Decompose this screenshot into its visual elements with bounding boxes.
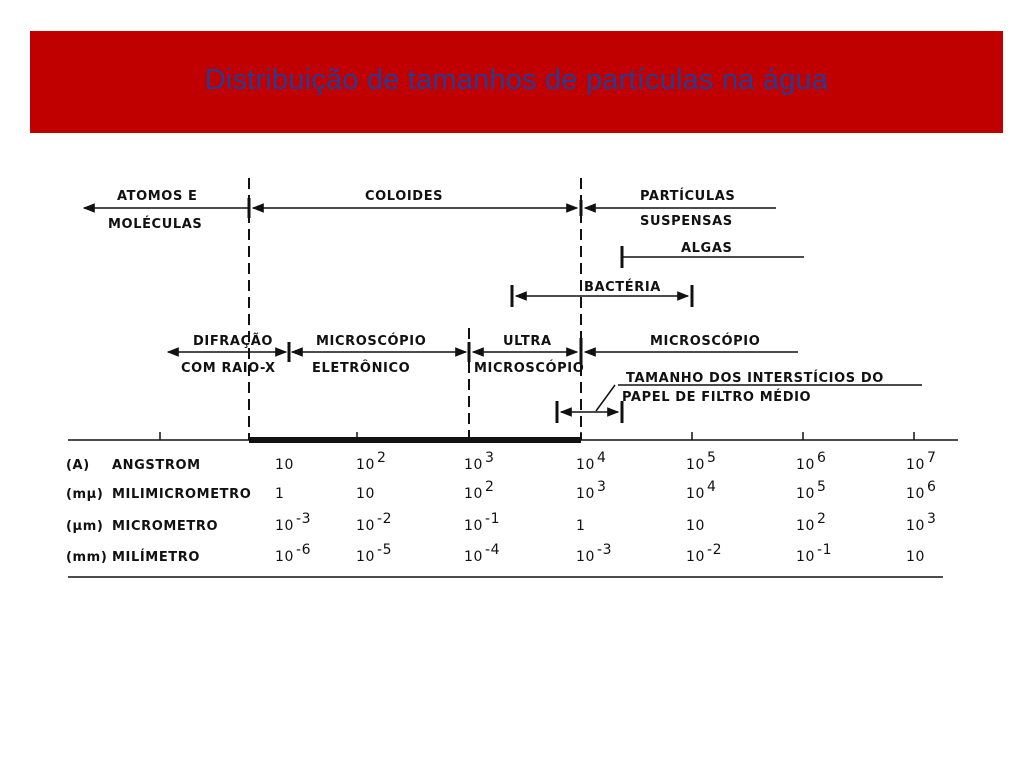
scale-value: 10 2: [356, 450, 387, 473]
electron-label-1: MICROSCÓPIO: [316, 334, 427, 349]
filter-label-1: TAMANHO DOS INTERSTÍCIOS DO: [626, 371, 884, 386]
scale-name: MICROMETRO: [112, 519, 219, 534]
scale-name: ANGSTROM: [112, 458, 201, 473]
ultra-label-1: ULTRA: [503, 334, 552, 349]
unit-scale-rows: [66, 450, 937, 565]
scale-unit: (μm): [66, 519, 104, 534]
scale-unit: (mm): [66, 550, 108, 565]
colloids-label: COLOIDES: [365, 189, 444, 204]
scale-value: 10 -3: [275, 511, 312, 534]
scale-value: 1: [275, 486, 285, 502]
scale-unit: (A): [66, 458, 90, 473]
scale-value: 10 3: [906, 511, 937, 534]
scale-value: 10 6: [796, 450, 827, 473]
scale-value: 10 5: [686, 450, 717, 473]
slide-title: Distribuição de tamanhos de partículas na água: [204, 64, 829, 96]
scale-value: 10 2: [796, 511, 827, 534]
scale-value: 10: [275, 457, 295, 473]
colloid-range-bar: [249, 437, 581, 443]
scale-value: 10 3: [464, 450, 495, 473]
bacteria-label: BACTÉRIA: [584, 280, 661, 295]
scale-value: 1: [576, 518, 586, 534]
scale-value: 10 6: [906, 479, 937, 502]
scale-value: 10: [906, 549, 926, 565]
scale-value: 10 3: [576, 479, 607, 502]
particles-label-2: SUSPENSAS: [640, 214, 733, 229]
xray-label-2: COM RAIO-X: [181, 361, 276, 376]
ultra-label-2: MICROSCÓPIO: [474, 361, 585, 376]
scale-value: 10 4: [686, 479, 717, 502]
scale-name: MILÍMETRO: [112, 550, 201, 565]
scale-unit: (mμ): [66, 487, 104, 502]
scale-value: 10 -2: [686, 542, 723, 565]
atoms-label-2: MOLÉCULAS: [108, 217, 203, 232]
xray-label-1: DIFRAÇÃO: [193, 334, 274, 349]
electron-label-2: ELETRÔNICO: [312, 361, 411, 376]
scale-value: 10 -1: [464, 511, 501, 534]
optical-label: MICROSCÓPIO: [650, 334, 761, 349]
filter-label-2: PAPEL DE FILTRO MÉDIO: [622, 390, 812, 405]
particles-label-1: PARTÍCULAS: [640, 189, 736, 204]
scale-value: 10: [686, 518, 706, 534]
scale-value: 10 -3: [576, 542, 613, 565]
scale-name: MILIMICROMETRO: [112, 487, 252, 502]
scale-value: 10 2: [464, 479, 495, 502]
scale-value: 10 -4: [464, 542, 501, 565]
filter-leader-line: [596, 385, 615, 411]
scale-value: 10 -6: [275, 542, 312, 565]
scale-value: 10: [356, 486, 376, 502]
atoms-label-1: ATOMOS E: [117, 189, 198, 204]
scale-value: 10 4: [576, 450, 607, 473]
scale-value: 10 -2: [356, 511, 393, 534]
scale-value: 10 7: [906, 450, 937, 473]
scale-value: 10 5: [796, 479, 827, 502]
scale-value: 10 -5: [356, 542, 393, 565]
scale-value: 10 -1: [796, 542, 833, 565]
algae-label: ALGAS: [681, 241, 733, 256]
